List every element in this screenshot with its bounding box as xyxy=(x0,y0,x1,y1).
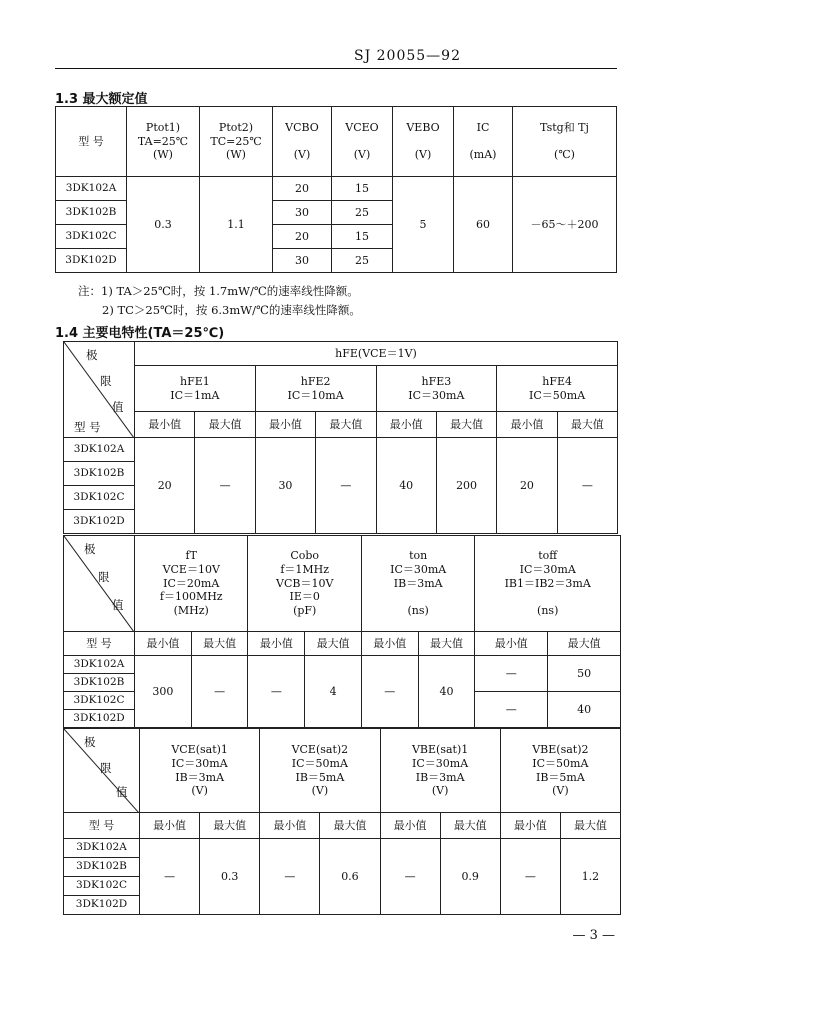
min-label: 最小值 xyxy=(500,813,560,839)
hfe4-header: hFE4 IC＝50mA xyxy=(497,366,618,412)
max-label: 最大值 xyxy=(320,813,380,839)
section-1-3-title: 1.3 最大额定值 xyxy=(55,92,148,107)
max-label: 最大值 xyxy=(557,412,617,438)
max-label: 最大值 xyxy=(200,813,260,839)
hfe3-header: hFE3 IC＝30mA xyxy=(376,366,497,412)
diag-ji: 极 xyxy=(86,348,98,362)
diag-zhi: 值 xyxy=(112,400,124,414)
vbesat2-header: VBE(sat)2 IC＝50mA IB＝5mA (V) xyxy=(500,729,620,813)
vbesat2-max: 1.2 xyxy=(560,839,620,915)
hfe1-max: — xyxy=(195,438,255,534)
vbesat2-min: — xyxy=(500,839,560,915)
header-model: 型 号 xyxy=(56,107,127,177)
hfe1-header: hFE1 IC＝1mA xyxy=(135,366,256,412)
vcesat2-header: VCE(sat)2 IC＝50mA IB＝5mA (V) xyxy=(260,729,380,813)
min-label: 最小值 xyxy=(135,632,192,656)
model-cell: 3DK102A xyxy=(64,656,135,674)
min-label: 最小值 xyxy=(361,632,418,656)
diag-zhi: 值 xyxy=(112,598,124,612)
diag-ji: 极 xyxy=(84,735,96,749)
vbesat1-max: 0.9 xyxy=(440,839,500,915)
section-1-4-title: 1.4 主要电特性(TA＝25℃) xyxy=(55,326,225,341)
min-label: 最小值 xyxy=(255,412,315,438)
toff-max-ab: 50 xyxy=(548,656,621,692)
hfe2-min: 30 xyxy=(255,438,315,534)
header-ptot-ta: Ptot1) TA=25℃ (W) xyxy=(127,107,200,177)
min-label: 最小值 xyxy=(475,632,548,656)
hfe4-min: 20 xyxy=(497,438,557,534)
model-cell: 3DK102C xyxy=(64,692,135,710)
toff-min-ab: — xyxy=(475,656,548,692)
model-cell: 3DK102D xyxy=(64,896,140,915)
ton-max: 40 xyxy=(418,656,475,728)
vcesat1-min: — xyxy=(140,839,200,915)
header-temp: Tstg和 Tj (℃) xyxy=(513,107,617,177)
toff-min-cd: — xyxy=(475,692,548,728)
ft-min: 300 xyxy=(135,656,192,728)
note-2: 2) TC＞25℃时，按 6.3mW/℃的速率线性降额。 xyxy=(102,303,361,317)
vcesat1-max: 0.3 xyxy=(200,839,260,915)
model-label: 型 号 xyxy=(64,632,135,656)
vcbo-value: 20 xyxy=(273,177,332,201)
header-vebo: VEBO (V) xyxy=(393,107,454,177)
switching-table xyxy=(63,535,621,728)
min-label: 最小值 xyxy=(380,813,440,839)
min-label: 最小值 xyxy=(497,412,557,438)
vebo-value: 5 xyxy=(393,177,454,273)
vceo-value: 15 xyxy=(332,177,393,201)
min-label: 最小值 xyxy=(260,813,320,839)
diag-xian: 限 xyxy=(100,374,112,388)
diag-zhi: 值 xyxy=(116,785,128,799)
ton-header: ton IC＝30mA IB＝3mA (ns) xyxy=(361,536,474,632)
hfe3-max: 200 xyxy=(436,438,496,534)
model-cell: 3DK102A xyxy=(64,438,135,462)
model-label: 型 号 xyxy=(64,813,140,839)
min-label: 最小值 xyxy=(140,813,200,839)
vbesat1-min: — xyxy=(380,839,440,915)
document-header: SJ 20055—92 xyxy=(353,48,461,64)
hfe2-header: hFE2 IC＝10mA xyxy=(255,366,376,412)
model-cell: 3DK102C xyxy=(64,877,140,896)
header-ic: IC (mA) xyxy=(454,107,513,177)
max-label: 最大值 xyxy=(418,632,475,656)
max-label: 最大值 xyxy=(195,412,255,438)
header-rule xyxy=(55,68,617,69)
diagonal-header xyxy=(64,342,135,438)
max-label: 最大值 xyxy=(548,632,621,656)
vcbo-value: 30 xyxy=(273,201,332,225)
model-cell: 3DK102C xyxy=(64,486,135,510)
model-cell: 3DK102B xyxy=(56,201,127,225)
vbesat1-header: VBE(sat)1 IC＝30mA IB＝3mA (V) xyxy=(380,729,500,813)
model-cell: 3DK102B xyxy=(64,858,140,877)
diagonal-header xyxy=(64,536,135,632)
ic-value: 60 xyxy=(454,177,513,273)
model-cell: 3DK102D xyxy=(64,710,135,728)
cobo-header: Cobo f＝1MHz VCB＝10V IE＝0 (pF) xyxy=(248,536,361,632)
max-label: 最大值 xyxy=(305,632,362,656)
model-cell: 3DK102A xyxy=(56,177,127,201)
cobo-max: 4 xyxy=(305,656,362,728)
ptot-tc-value: 1.1 xyxy=(200,177,273,273)
diagonal-header xyxy=(64,729,140,813)
diag-model: 型 号 xyxy=(74,420,101,434)
cobo-min: — xyxy=(248,656,305,728)
max-label: 最大值 xyxy=(191,632,248,656)
max-ratings-table xyxy=(55,106,617,273)
page-number: — 3 — xyxy=(572,928,615,943)
model-cell: 3DK102D xyxy=(64,510,135,534)
model-cell: 3DK102C xyxy=(56,225,127,249)
temp-value: －65～＋200 xyxy=(513,177,617,273)
toff-header: toff IC＝30mA IB1＝IB2＝3mA (ns) xyxy=(475,536,621,632)
note-1: 注：1) TA＞25℃时，按 1.7mW/℃的速率线性降额。 xyxy=(78,284,359,298)
max-label: 最大值 xyxy=(316,412,376,438)
ft-max: — xyxy=(191,656,248,728)
hfe-table xyxy=(63,341,618,534)
hfe3-min: 40 xyxy=(376,438,436,534)
ptot-ta-value: 0.3 xyxy=(127,177,200,273)
vcbo-value: 20 xyxy=(273,225,332,249)
model-cell: 3DK102D xyxy=(56,249,127,273)
vceo-value: 25 xyxy=(332,249,393,273)
min-label: 最小值 xyxy=(135,412,195,438)
ton-min: — xyxy=(361,656,418,728)
vcbo-value: 30 xyxy=(273,249,332,273)
ft-header: fT VCE＝10V IC＝20mA f＝100MHz (MHz) xyxy=(135,536,248,632)
vceo-value: 25 xyxy=(332,201,393,225)
vcesat1-header: VCE(sat)1 IC＝30mA IB＝3mA (V) xyxy=(140,729,260,813)
hfe2-max: — xyxy=(316,438,376,534)
model-cell: 3DK102B xyxy=(64,462,135,486)
saturation-table xyxy=(63,728,621,915)
vcesat2-min: — xyxy=(260,839,320,915)
hfe4-max: — xyxy=(557,438,617,534)
max-label: 最大值 xyxy=(560,813,620,839)
hfe1-min: 20 xyxy=(135,438,195,534)
model-cell: 3DK102B xyxy=(64,674,135,692)
max-label: 最大值 xyxy=(440,813,500,839)
max-label: 最大值 xyxy=(436,412,496,438)
toff-max-cd: 40 xyxy=(548,692,621,728)
min-label: 最小值 xyxy=(248,632,305,656)
model-cell: 3DK102A xyxy=(64,839,140,858)
min-label: 最小值 xyxy=(376,412,436,438)
vcesat2-max: 0.6 xyxy=(320,839,380,915)
diag-ji: 极 xyxy=(84,542,96,556)
header-vceo: VCEO (V) xyxy=(332,107,393,177)
hfe-group-header: hFE(VCE＝1V) xyxy=(135,342,618,366)
diag-xian: 限 xyxy=(100,761,112,775)
diag-xian: 限 xyxy=(98,570,110,584)
vceo-value: 15 xyxy=(332,225,393,249)
header-ptot-tc: Ptot2) TC=25℃ (W) xyxy=(200,107,273,177)
header-vcbo: VCBO (V) xyxy=(273,107,332,177)
